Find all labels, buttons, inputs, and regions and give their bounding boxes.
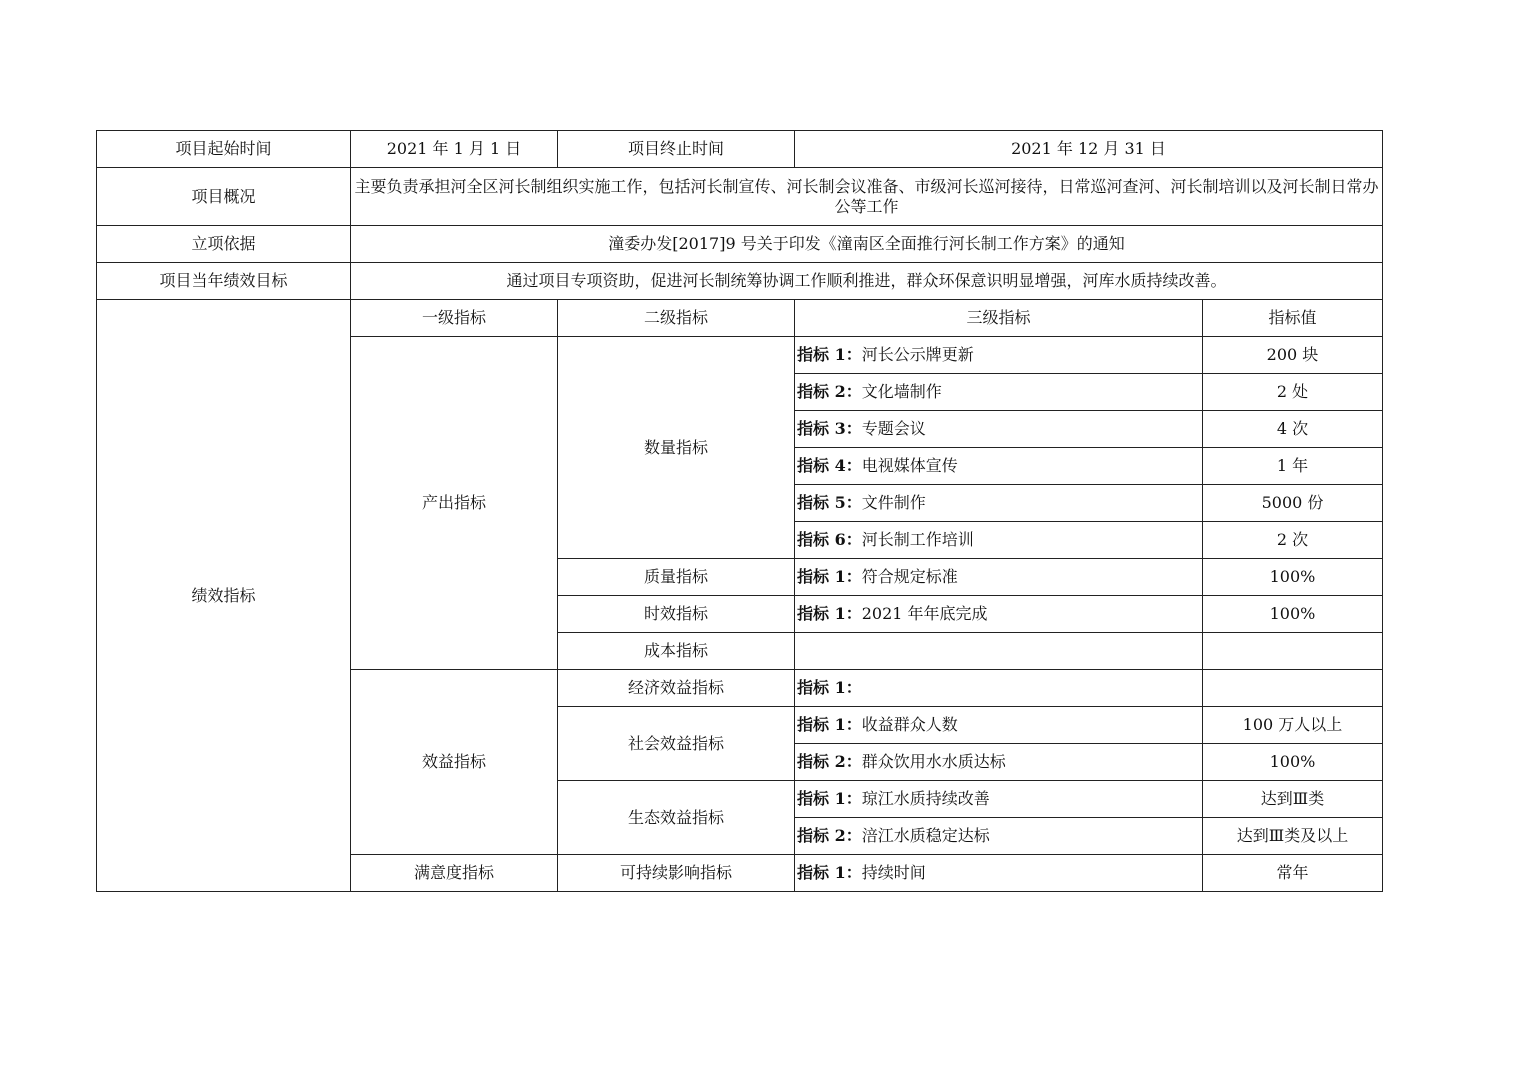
end-label: 项目终止时间 — [558, 131, 795, 168]
level3-cell — [795, 411, 1203, 448]
indicator-value — [1203, 670, 1383, 707]
indicator-value: 100% — [1203, 744, 1383, 781]
indicator-tag: 指标 1： — [797, 863, 862, 882]
level3-cell — [795, 448, 1203, 485]
end-value: 2021 年 12 月 31 日 — [795, 131, 1383, 168]
indicator-value: 2 次 — [1203, 522, 1383, 559]
timeliness-indicator-label: 时效指标 — [558, 596, 795, 633]
indicator-name: 符合规定标准 — [861, 567, 958, 586]
level3-cell — [795, 818, 1203, 855]
indicator-name: 河长公示牌更新 — [861, 345, 974, 364]
indicator-tag: 指标 1： — [797, 604, 862, 623]
row-indicator-headers — [97, 300, 1383, 337]
benefit-indicator-label: 效益指标 — [351, 670, 558, 855]
level3-cell — [795, 781, 1203, 818]
indicator-tag: 指标 1： — [797, 678, 862, 697]
quantity-indicator-label: 数量指标 — [558, 337, 795, 559]
indicator-value: 常年 — [1203, 855, 1383, 892]
level3-cell — [795, 522, 1203, 559]
indicator-name: 收益群众人数 — [861, 715, 958, 734]
indicator-name: 河长制工作培训 — [861, 530, 974, 549]
social-indicator-label: 社会效益指标 — [558, 707, 795, 781]
goal-label: 项目当年绩效目标 — [97, 263, 351, 300]
level3-cell-empty — [795, 633, 1203, 670]
level3-cell — [795, 337, 1203, 374]
indicator-name: 群众饮用水水质达标 — [861, 752, 1006, 771]
indicators-section-label: 绩效指标 — [97, 300, 351, 892]
goal-value: 通过项目专项资助，促进河长制统筹协调工作顺利推进，群众环保意识明显增强，河库水质持续改善。 — [351, 263, 1383, 300]
start-label: 项目起始时间 — [97, 131, 351, 168]
level3-cell — [795, 707, 1203, 744]
quality-indicator-label: 质量指标 — [558, 559, 795, 596]
output-indicator-label: 产出指标 — [351, 337, 558, 670]
indicator-name: 文件制作 — [861, 493, 926, 512]
indicator-name: 电视媒体宣传 — [861, 456, 958, 475]
indicator-name: 专题会议 — [861, 419, 926, 438]
performance-table — [96, 130, 1383, 892]
level3-cell — [795, 596, 1203, 633]
level3-cell — [795, 559, 1203, 596]
indicator-tag: 指标 4： — [797, 456, 862, 475]
level3-cell — [795, 374, 1203, 411]
overview-label: 项目概况 — [97, 168, 351, 226]
indicator-name: 持续时间 — [861, 863, 926, 882]
indicator-tag: 指标 1： — [797, 789, 862, 808]
indicator-value: 100 万人以上 — [1203, 707, 1383, 744]
col-level2-header: 二级指标 — [558, 300, 795, 337]
sustain-indicator-label: 可持续影响指标 — [558, 855, 795, 892]
basis-value: 潼委办发[2017]9 号关于印发《潼南区全面推行河长制工作方案》的通知 — [351, 226, 1383, 263]
indicator-tag: 指标 1： — [797, 345, 862, 364]
indicator-value-empty — [1203, 633, 1383, 670]
indicator-tag: 指标 1： — [797, 567, 862, 586]
indicator-tag: 指标 3： — [797, 419, 862, 438]
row-basis — [97, 226, 1383, 263]
indicator-name: 琼江水质持续改善 — [861, 789, 990, 808]
level3-cell — [795, 485, 1203, 522]
level3-cell — [795, 855, 1203, 892]
indicator-name: 2021 年年底完成 — [861, 604, 988, 623]
cost-indicator-label: 成本指标 — [558, 633, 795, 670]
level3-cell — [795, 670, 1203, 707]
indicator-value: 达到Ⅲ类及以上 — [1203, 818, 1383, 855]
indicator-tag: 指标 2： — [797, 752, 862, 771]
indicator-value: 1 年 — [1203, 448, 1383, 485]
satisfaction-indicator-label: 满意度指标 — [351, 855, 558, 892]
indicator-value: 100% — [1203, 559, 1383, 596]
indicator-value: 100% — [1203, 596, 1383, 633]
eco-indicator-label: 生态效益指标 — [558, 781, 795, 855]
indicator-tag: 指标 6： — [797, 530, 862, 549]
overview-value: 主要负责承担河全区河长制组织实施工作，包括河长制宣传、河长制会议准备、市级河长巡河接待，日常巡河查河、河长制培训以及河长制日常办公等工作 — [351, 168, 1383, 226]
indicator-tag: 指标 2： — [797, 826, 862, 845]
indicator-tag: 指标 5： — [797, 493, 862, 512]
indicator-value: 5000 份 — [1203, 485, 1383, 522]
row-overview — [97, 168, 1383, 226]
level3-cell — [795, 744, 1203, 781]
basis-label: 立项依据 — [97, 226, 351, 263]
indicator-value: 4 次 — [1203, 411, 1383, 448]
col-value-header: 指标值 — [1203, 300, 1383, 337]
row-goal — [97, 263, 1383, 300]
indicator-tag: 指标 2： — [797, 382, 862, 401]
indicator-value: 达到Ⅲ类 — [1203, 781, 1383, 818]
indicator-name: 涪江水质稳定达标 — [861, 826, 990, 845]
start-value: 2021 年 1 月 1 日 — [351, 131, 558, 168]
indicator-tag: 指标 1： — [797, 715, 862, 734]
row-start-end — [97, 131, 1383, 168]
indicator-value: 200 块 — [1203, 337, 1383, 374]
economic-indicator-label: 经济效益指标 — [558, 670, 795, 707]
indicator-name: 文化墙制作 — [861, 382, 942, 401]
col-level1-header: 一级指标 — [351, 300, 558, 337]
col-level3-header: 三级指标 — [795, 300, 1203, 337]
indicator-value: 2 处 — [1203, 374, 1383, 411]
